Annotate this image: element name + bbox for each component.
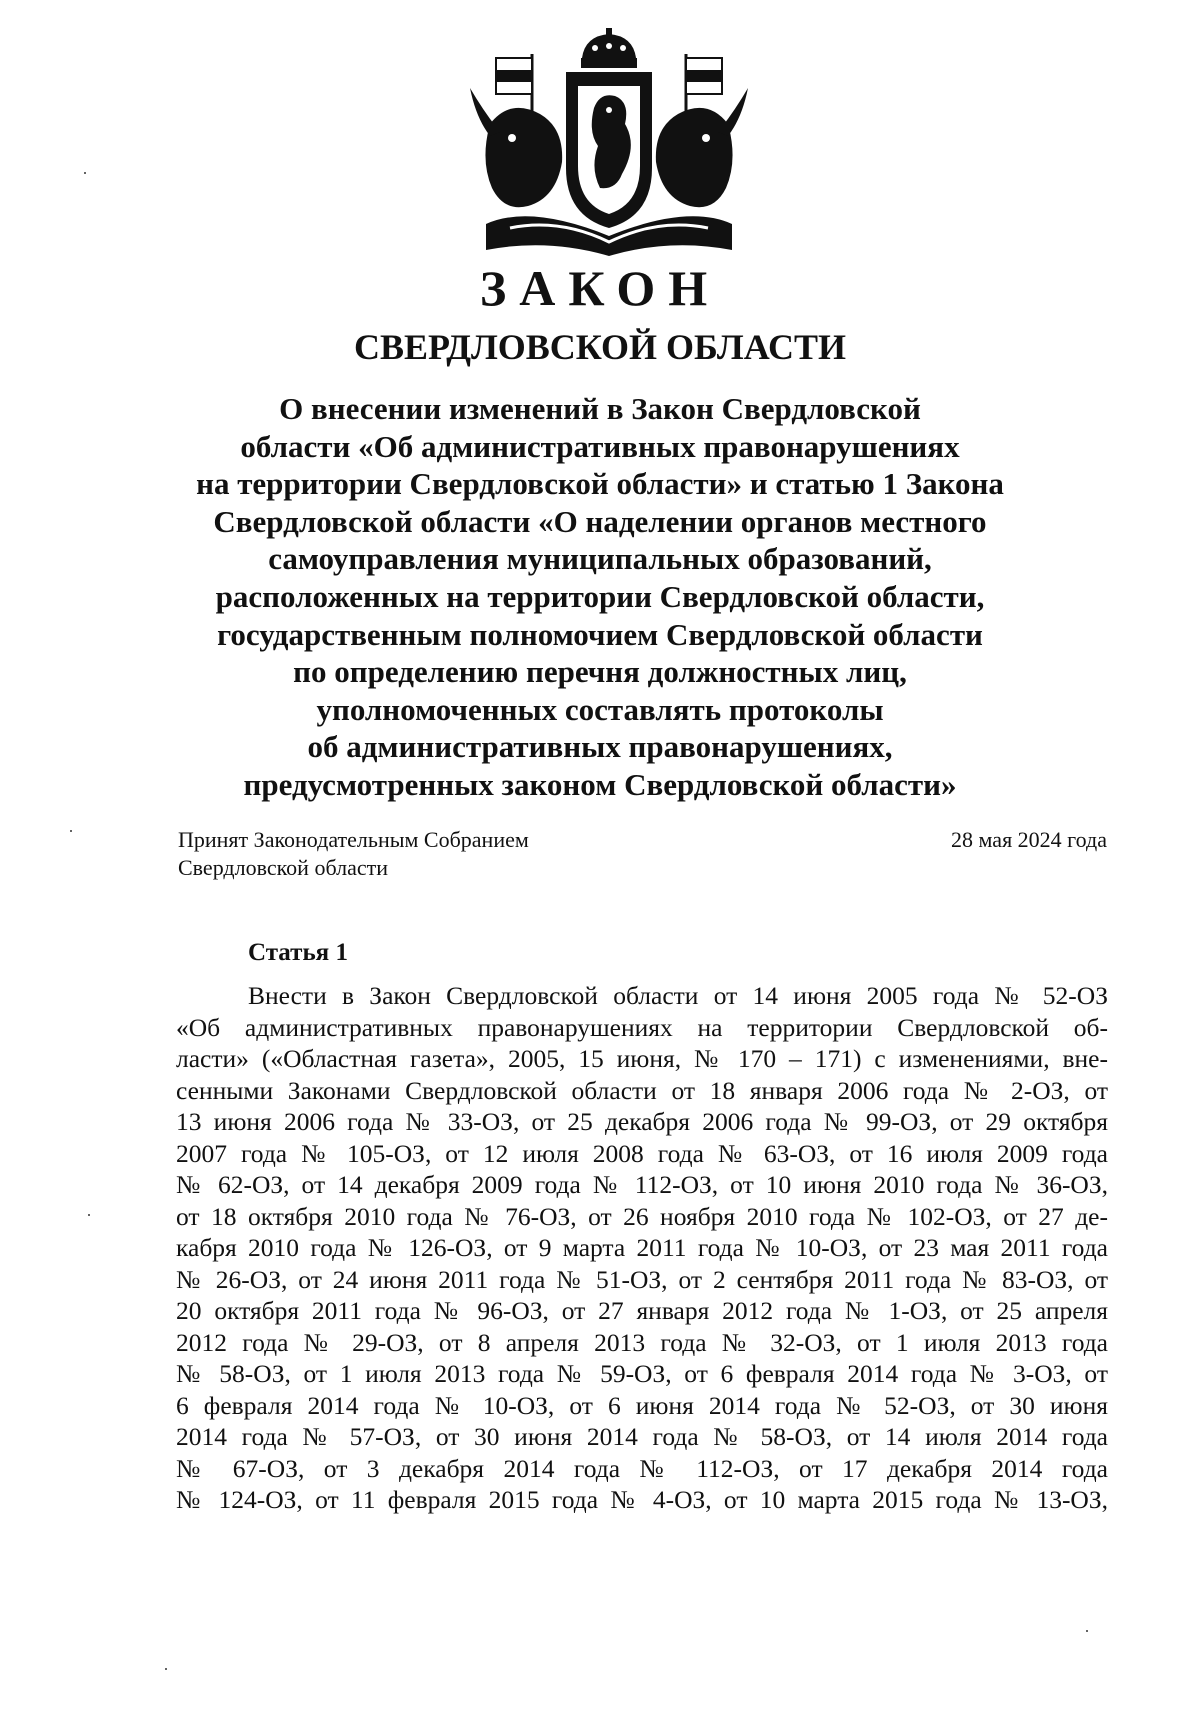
adoption-body [178,826,529,882]
article-line: 2012 года № 29-ОЗ, от 8 апреля 2013 года № 32-ОЗ, от 1 июля 2013 года [176,1327,1108,1357]
adoption-body-line: Принят Законодательным Собранием [178,827,529,852]
article-heading: Статья 1 [248,939,348,966]
article-line: 13 июня 2006 года № 33-ОЗ, от 25 декабря 2006 года № 99-ОЗ, от 29 октября [176,1107,1108,1136]
article-line: № 26-ОЗ, от 24 июня 2011 года № 51-ОЗ, от 2 сентября 2011 года № 83-ОЗ, от [176,1264,1108,1294]
law-title [180,390,1020,804]
title-line: на территории Свердловской области» и статью 1 Закона [196,466,1004,502]
article-line: 6 февраля 2014 года № 10-ОЗ, от 6 июня 2014 года № 52-ОЗ, от 30 июня [176,1390,1108,1420]
title-line: самоуправления муниципальных образований, [268,541,932,577]
article-line: сенными Законами Свердловской области от 18 января 2006 года № 2-ОЗ, от [176,1075,1108,1105]
adoption-date: 28 мая 2024 года [951,827,1107,852]
scan-speck [88,1214,90,1216]
title-line: расположенных на территории Свердловской области, [215,578,985,614]
article-line: ласти» («Областная газета», 2005, 15 июня, № 170 – 171) с изменениями, вне- [176,1044,1108,1073]
article-body [176,980,1108,1516]
title-line: государственным полномочием Свердловской области [217,616,983,652]
title-line: О внесении изменений в Закон Свердловской [279,391,921,426]
scan-speck [84,172,86,174]
article-line: № 58-ОЗ, от 1 июля 2013 года № 59-ОЗ, от 6 февраля 2014 года № 3-ОЗ, от [176,1359,1108,1388]
adoption-body-line: Свердловской области [178,855,388,880]
title-line: Свердловской области «О наделении органов местного [213,503,987,539]
article-line: от 18 октября 2010 года № 76-ОЗ, от 26 ноября 2010 года № 102-ОЗ, от 27 де- [176,1201,1108,1231]
title-line: по определению перечня должностных лиц, [293,654,907,690]
article-line: 2007 года № 105-ОЗ, от 12 июля 2008 года № 63-ОЗ, от 16 июля 2009 года [176,1138,1108,1168]
sverdlovsk-coat-of-arms-icon [470,28,748,256]
scan-speck [70,830,72,832]
title-line: предусмотренных законом Свердловской области» [243,766,957,802]
scan-speck [165,1668,167,1670]
article-line: Внести в Закон Свердловской области от 14 июня 2005 года № 52-ОЗ [248,981,1108,1010]
article-line: № 124-ОЗ, от 11 февраля 2015 года № 4-ОЗ, от 10 марта 2015 года № 13-ОЗ, [176,1485,1108,1514]
article-line: кабря 2010 года № 126-ОЗ, от 9 марта 2011 года № 10-ОЗ, от 23 мая 2011 года [176,1233,1108,1262]
title-line: области «Об административных правонарушениях [240,428,960,464]
region-name: СВЕРДЛОВСКОЙ ОБЛАСТИ [354,327,846,367]
article-line: 20 октября 2011 года № 96-ОЗ, от 27 января 2012 года № 1-ОЗ, от 25 апреля [176,1296,1108,1325]
article-line: «Об административных правонарушениях на территории Свердловской об- [176,1012,1108,1042]
article-line: № 62-ОЗ, от 14 декабря 2009 года № 112-ОЗ, от 10 июня 2010 года № 36-ОЗ, [176,1170,1108,1199]
article-line: 2014 года № 57-ОЗ, от 30 июня 2014 года № 58-ОЗ, от 14 июля 2014 года [176,1422,1108,1451]
scan-speck [1086,1630,1088,1632]
document-type: ЗАКОН [479,260,721,316]
article-line: № 67-ОЗ, от 3 декабря 2014 года № 112-ОЗ, от 17 декабря 2014 года [176,1453,1108,1483]
title-line: об административных правонарушениях, [307,729,893,765]
title-line: уполномоченных составлять протоколы [316,691,884,727]
